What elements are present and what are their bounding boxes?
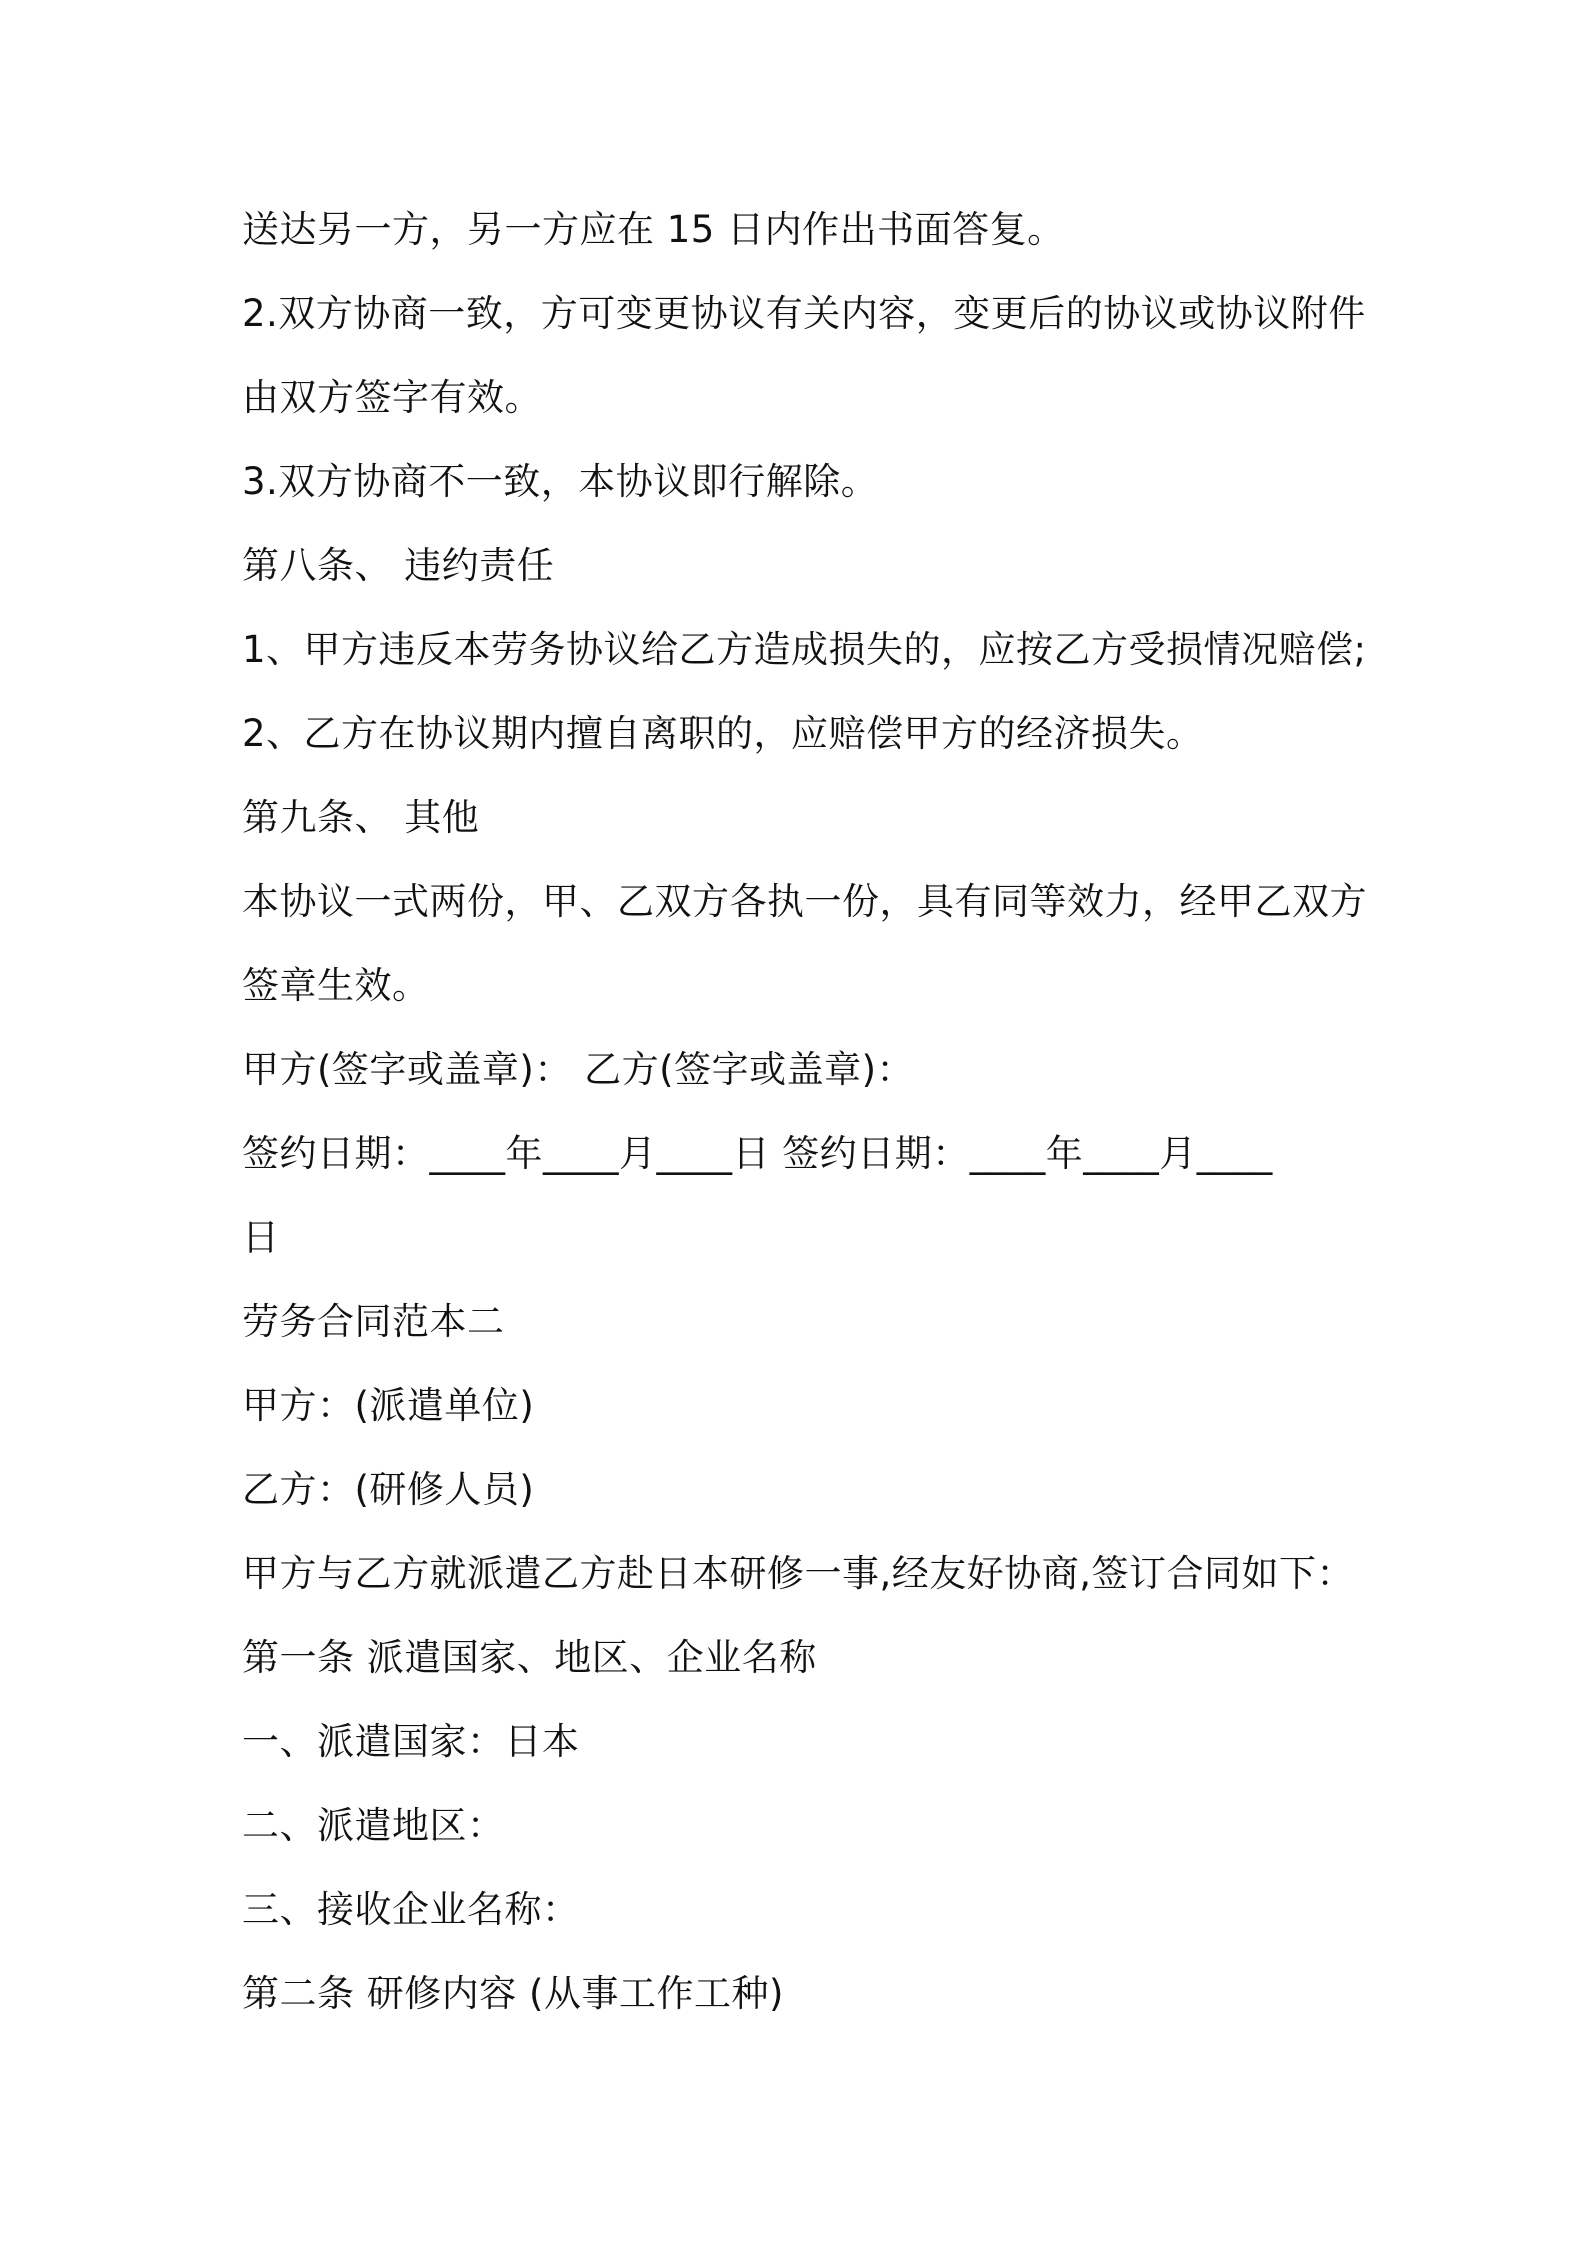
paragraph-line: 本协议一式两份，甲、乙双方各执一份，具有同等效力，经甲乙双方 bbox=[242, 880, 1367, 923]
section-heading: 第二条 研修内容 (从事工作工种) bbox=[242, 1972, 784, 2015]
paragraph-line: 三、接收企业名称： bbox=[242, 1888, 580, 1931]
paragraph-line: 签章生效。 bbox=[242, 964, 430, 1007]
paragraph-line: 由双方签字有效。 bbox=[242, 376, 542, 419]
paragraph-line: 2.双方协商一致，方可变更协议有关内容，变更后的协议或协议附件 bbox=[242, 292, 1366, 335]
contract-body-text bbox=[242, 196, 1367, 2028]
party-b-line: 乙方：(研修人员) bbox=[242, 1468, 535, 1511]
paragraph-line: 一、派遣国家：日本 bbox=[242, 1720, 580, 1763]
section-heading: 第九条、 其他 bbox=[242, 796, 480, 839]
paragraph-line: 2、乙方在协议期内擅自离职的，应赔偿甲方的经济损失。 bbox=[242, 712, 1204, 755]
paragraph-line: 3.双方协商不一致，本协议即行解除。 bbox=[242, 460, 879, 503]
section-heading: 第一条 派遣国家、地区、企业名称 bbox=[242, 1636, 817, 1679]
paragraph-line: 1、甲方违反本劳务协议给乙方造成损失的，应按乙方受损情况赔偿; bbox=[242, 628, 1367, 671]
party-a-line: 甲方：(派遣单位) bbox=[242, 1384, 535, 1427]
signing-date-line: 日 bbox=[242, 1216, 280, 1259]
paragraph-line: 二、派遣地区： bbox=[242, 1804, 505, 1847]
signature-line: 甲方(签字或盖章)： 乙方(签字或盖章)： bbox=[242, 1048, 915, 1091]
paragraph-line: 甲方与乙方就派遣乙方赴日本研修一事,经友好协商,签订合同如下： bbox=[242, 1552, 1355, 1595]
signing-date-line: 签约日期：____年____月____日 签约日期：____年____月____ bbox=[242, 1132, 1273, 1175]
document-title: 劳务合同范本二 bbox=[242, 1300, 505, 1343]
paragraph-line: 送达另一方，另一方应在 15 日内作出书面答复。 bbox=[242, 208, 1065, 251]
section-heading: 第八条、 违约责任 bbox=[242, 544, 555, 587]
